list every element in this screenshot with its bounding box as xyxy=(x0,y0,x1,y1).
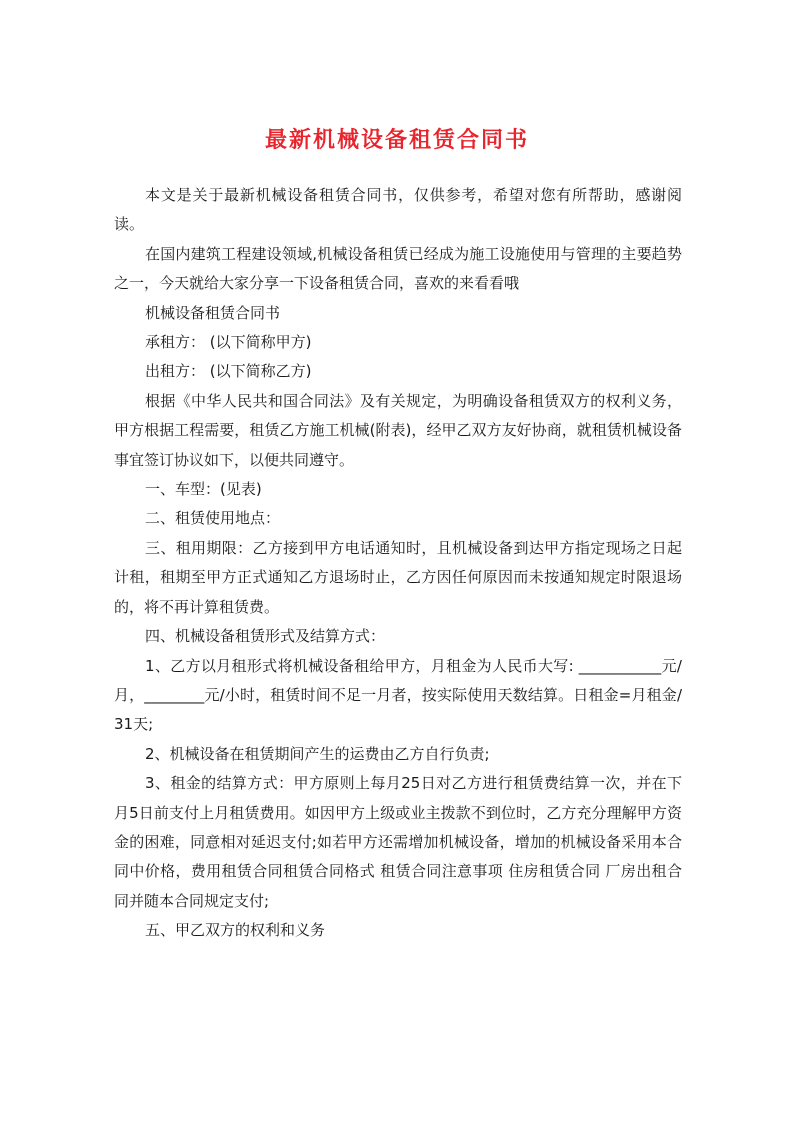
paragraph-contract-name: 机械设备租赁合同书 xyxy=(145,303,281,322)
paragraph-clause-5: 五、甲乙双方的权利和义务 xyxy=(145,921,326,940)
paragraph-intro: 本文是关于最新机械设备租赁合同书，仅供参考，希望对您有所帮助，感谢阅读。 xyxy=(114,186,682,234)
document-title: 最新机械设备租赁合同书 xyxy=(264,127,529,153)
paragraph-clause-1: 一、车型：(见表) xyxy=(145,480,262,499)
paragraph-clause-4-2: 2、机械设备在租赁期间产生的运费由乙方自行负责; xyxy=(145,744,490,763)
paragraph-clause-4-3: 3、租金的结算方式：甲方原则上每月25日对乙方进行租赁费结算一次，并在下月5日前支付上月租赁费用。如因甲方上级或业主拨款不到位时，乙方充分理解甲方资金的困难，同意相对延迟支付;如若甲方还需增加机械设备，增加的机械设备采用本合同中价格，费用租赁合同租赁合同格式 租赁合同注意事项 住房租赁合同 厂房出租合同并随本合同规定支付; xyxy=(114,774,682,910)
paragraph-clause-4-1: 1、乙方以月租形式将机械设备租给甲方，月租金为人民币大写: ___________元/月，________元/小时，租赁时间不足一月者，按实际使用天数结算。日租金=月租金/31天; xyxy=(114,656,682,734)
paragraph-clause-4: 四、机械设备租赁形式及结算方式： xyxy=(145,627,386,646)
paragraph-preamble: 根据《中华人民共和国合同法》及有关规定，为明确设备租赁双方的权利义务，甲方根据工程需要，租赁乙方施工机械(附表)，经甲乙双方友好协商，就租赁机械设备事宜签订协议如下，以便共同遵守。 xyxy=(114,391,682,469)
paragraph-lessor: 出租方： (以下简称乙方) xyxy=(145,362,312,381)
document-body xyxy=(114,181,682,946)
paragraph-clause-3: 三、租用期限：乙方接到甲方电话通知时，且机械设备到达甲方指定现场之日起计租，租期至甲方正式通知乙方退场时止，乙方因任何原因而未按通知规定时限退场的，将不再计算租赁费。 xyxy=(114,538,682,616)
paragraph-lessee: 承租方： (以下简称甲方) xyxy=(145,333,312,352)
paragraph-background: 在国内建筑工程建设领域,机械设备租赁已经成为施工设施使用与管理的主要趋势之一，今天就给大家分享一下设备租赁合同，喜欢的来看看哦 xyxy=(114,244,682,293)
paragraph-clause-2: 二、租赁使用地点： xyxy=(145,509,281,528)
